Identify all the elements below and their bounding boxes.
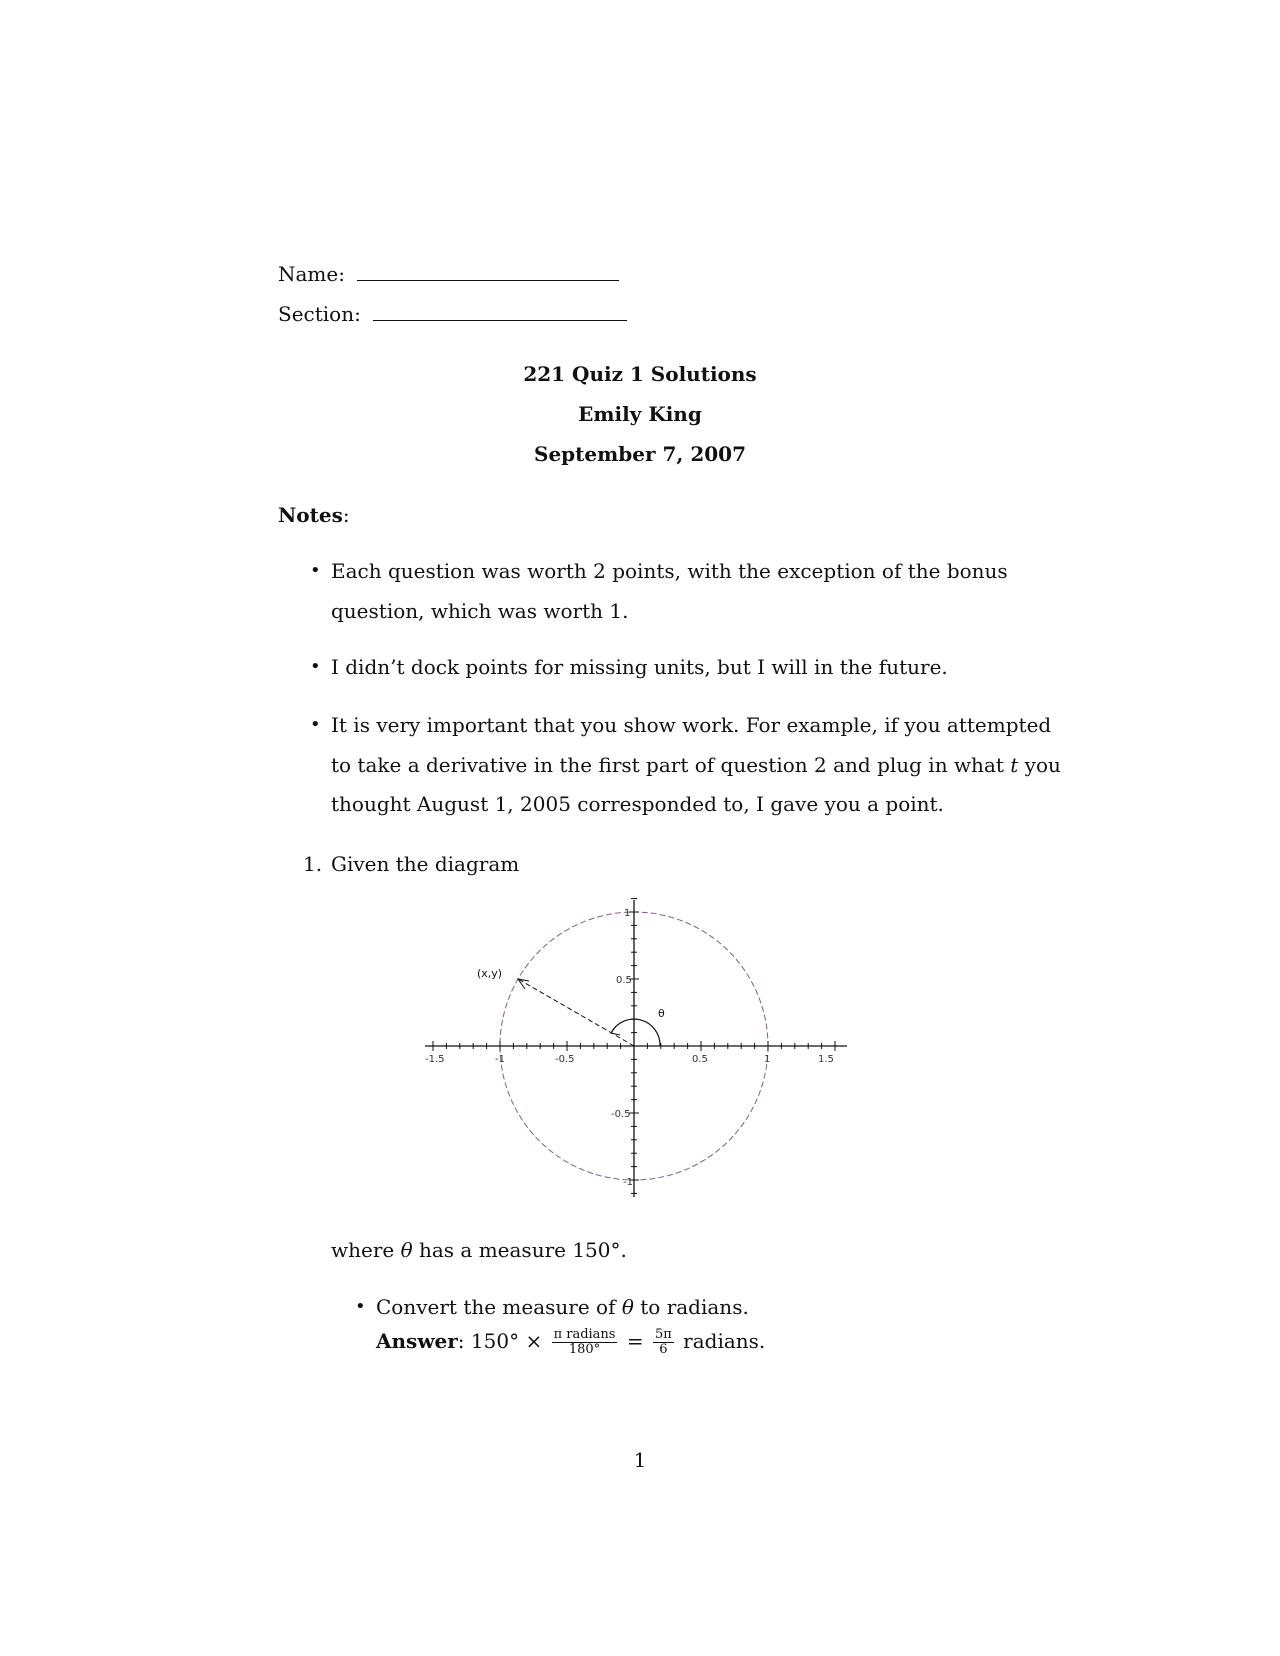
variable-theta: θ (400, 1238, 413, 1262)
note-item-3-line-2 (331, 753, 1061, 777)
angle-label: θ (658, 1007, 665, 1020)
fraction-denominator: 180° (568, 1342, 601, 1357)
subpart-1-prompt (376, 1295, 749, 1319)
y-tick-label: -1 (623, 1177, 633, 1188)
x-tick-label: 1 (764, 1054, 771, 1065)
notes-heading (278, 503, 350, 527)
document-date: September 7, 2007 (534, 442, 746, 466)
answer-colon: : (457, 1329, 465, 1353)
fraction-denominator: 6 (659, 1342, 668, 1357)
document-title: 221 Quiz 1 Solutions (523, 362, 757, 386)
unit-circle-diagram (415, 895, 855, 1205)
fraction-pi-over-180 (552, 1328, 618, 1357)
question-1-prompt: Given the diagram (331, 852, 520, 876)
page-number: 1 (633, 1448, 647, 1472)
y-tick-label: 1 (624, 908, 631, 919)
fraction-numerator: π radians (553, 1327, 616, 1342)
angle-statement-pre: where (331, 1238, 401, 1262)
note-item-3-line-2-tail: you (1018, 753, 1061, 777)
name-label: Name: (278, 262, 345, 286)
name-blank-line (357, 279, 619, 281)
section-label: Section: (278, 302, 361, 326)
answer-lead: 150° × (470, 1329, 543, 1353)
subpart-1-answer (376, 1328, 765, 1357)
angle-statement-post: has a measure 150°. (412, 1238, 627, 1262)
note-item-3-line-3: thought August 1, 2005 corresponded to, I gave you a point. (331, 792, 944, 816)
question-1-number: 1. (303, 852, 323, 876)
notes-colon: : (342, 503, 350, 527)
variable-theta: θ (621, 1295, 634, 1319)
x-tick-label: 0.5 (692, 1054, 708, 1065)
fraction-5pi-over-6 (653, 1328, 674, 1357)
y-tick-label: 0.5 (616, 975, 632, 986)
name-field-row (278, 262, 619, 286)
notes-label: Notes (278, 503, 343, 527)
fraction-numerator: 5π (654, 1327, 672, 1342)
answer-label: Answer (376, 1329, 458, 1353)
note-item-1-line-1: Each question was worth 2 points, with the exception of the bonus (331, 559, 1008, 583)
subpart-1-prompt-pre: Convert the measure of (376, 1295, 622, 1319)
y-tick-label: -0.5 (611, 1109, 631, 1120)
y-tick-labels (611, 908, 633, 1188)
section-field-row (278, 302, 627, 326)
note-item-1-line-2: question, which was worth 1. (331, 599, 629, 623)
point-label: (x,y) (477, 967, 503, 980)
x-tick-label: -1 (495, 1054, 505, 1065)
x-tick-labels (425, 1054, 834, 1065)
question-1-angle-statement (331, 1238, 627, 1262)
note-item-3-line-2-text: to take a derivative in the first part of question 2 and plug in what (331, 753, 1011, 777)
variable-t: t (1010, 753, 1019, 777)
x-tick-label: -1.5 (425, 1054, 445, 1065)
bullet-marker: • (310, 714, 321, 735)
note-item-2-line-1: I didn’t dock points for missing units, but I will in the future. (331, 655, 948, 679)
equals-sign: = (626, 1329, 644, 1353)
answer-tail: radians. (683, 1329, 766, 1353)
angle-arc-arrowhead (611, 1026, 620, 1035)
bullet-marker: • (310, 656, 321, 677)
note-item-3-line-1: It is very important that you show work. For example, if you attempted (331, 713, 1052, 737)
bullet-marker: • (355, 1296, 366, 1317)
radius-line (518, 979, 634, 1046)
bullet-marker: • (310, 560, 321, 581)
x-tick-label: -0.5 (555, 1054, 575, 1065)
section-blank-line (373, 319, 627, 321)
document-author: Emily King (578, 402, 702, 426)
x-tick-label: 1.5 (818, 1054, 834, 1065)
subpart-1-prompt-post: to radians. (633, 1295, 749, 1319)
